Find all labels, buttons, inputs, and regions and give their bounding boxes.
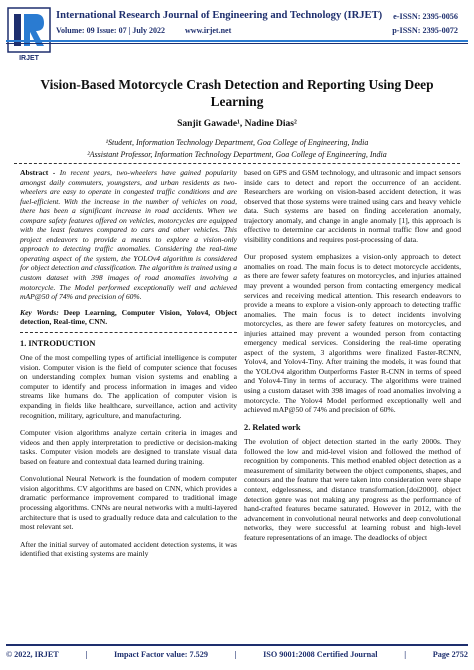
- footer-sep-2: |: [234, 650, 237, 659]
- section-separator: [14, 163, 460, 164]
- intro-paragraph-4: After the initial survey of automated accident detection systems, it was identified that existing systems are mainly: [20, 539, 237, 559]
- footer-impact-factor: Impact Factor value: 7.529: [113, 650, 208, 659]
- header-rule-thin: [6, 43, 468, 44]
- abstract-rule: [20, 332, 237, 333]
- journal-header: [0, 0, 474, 64]
- logo-text: IRJET: [19, 55, 39, 62]
- related-work-paragraph: The evolution of object detection started in the early 2000s. They followed the low and mid-level vision and followed the method of recognition by components. This method enabled object detection as a measurement of similarity between the object components, shapes, and contours and the feature that were taken into consideration were shape context, edgelessness, and distance transformation.[doi2000]. object detection genre was not making any progress as the performance of hand-crafted features became saturated. However in 2012, with the advancement in convolutional neural networks and deep convolutional networks, they were successful at learning robust and high-level feature representations of an image. The deadlocks of object: [244, 437, 461, 542]
- keywords-text: Deep Learning, Computer Vision, Yolov4, Object detection, Real-time, CNN.: [20, 307, 237, 327]
- footer-sep-3: |: [404, 650, 407, 659]
- abstract-lead: Abstract -: [20, 168, 56, 177]
- affiliation-1: ¹Student, Information Technology Department, Goa College of Engineering, India: [105, 138, 369, 147]
- journal-website[interactable]: www.irjet.net: [185, 26, 232, 35]
- footer-copyright: © 2022, IRJET: [6, 650, 59, 659]
- paper-title: Vision-Based Motorcycle Crash Detection and Reporting Using Deep Learning: [40, 77, 434, 109]
- keywords-lead: Key Words:: [20, 307, 59, 317]
- journal-title: International Research Journal of Engineering and Technology (IRJET): [56, 10, 383, 21]
- affiliation-2: ²Assistant Professor, Information Technology Department, Goa College of Engineering, India: [87, 150, 387, 159]
- volume-issue: Volume: 09 Issue: 07 | July 2022: [56, 26, 166, 35]
- intro-paragraph-1: One of the most compelling types of artificial intelligence is computer vision. Computer vision is the field of computer science that focuses on understanding complex human vision systems and enabling a computer to identify and process information in images and video streams like humans do. The application of computer vision is expanding in fields like healthcare, surveillance, action and activity recognition, military, agriculture, and manufacturing.: [20, 353, 237, 420]
- right-column: [244, 168, 461, 550]
- footer-iso: ISO 9001:2008 Certified Journal: [263, 650, 378, 659]
- footer-text: [6, 650, 468, 659]
- footer-sep-1: |: [85, 650, 88, 659]
- journal-meta: [56, 26, 249, 35]
- abstract-text: In recent years, two-wheelers have gained popularity amongst daily commuters, youngsters, and urban residents as two-wheelers are easy to operate in congested traffic conditions and are fuel-efficient. With the increase in the number of vehicles on road, there has been a significant increase in road accidents. When we compare safety features offered on vehicles, motorcycles are equipped with the least features compared to cars and other vehicles. This project endeavors to provide a means to explore a vision-only approach to detecting traffic anomalies. Considering the real-time operating aspect of the system, the YOLOv4 algorithm is considered for object detection and classification. The algorithm is trained using a custom dataset with 398 images of road anomalies involving a motorcycle. The Model performed exceptionally well and achieved mAP@50 of 74% and precision of 60%.: [20, 168, 237, 302]
- paper-authors: Sanjit Gawade¹, Nadine Dias²: [177, 119, 297, 129]
- abstract: [20, 168, 237, 302]
- left-column: [20, 168, 237, 567]
- intro-paragraph-3: Convolutional Neural Network is the foundation of modern computer vision algorithms. CV algorithms are based on CNN, which provides a dramatic performance improvement compared to traditional image processing algorithms. CNNs are neural networks with a multi-layered architecture that is used to gradually reduce data and calculation to the most relevant set.: [20, 474, 237, 532]
- intro-paragraph-2: Computer vision algorithms analyze certain criteria in images and videos and then apply interpretation to predictive or decision-making tasks. Computer vision models are designed to translate visual data based on feature and contextual data learned during training.: [20, 428, 237, 466]
- right-paragraph-2: Our proposed system emphasizes a vision-only approach to detect anomalies on road. The main focus is to detect motorcycle accidents, as there are fewer safety features on motorcycles, and injuries attained may prevent a wounded person from contacting emergency medical services and receiving medical attention. This research endeavors to provide a means to explore a vision-only approach to detecting traffic anomalies. The main focus is to detect incidents involving motorcycles, as there are fewer safety features on motorcycles, and injuries attained may prevent a wounded person from contacting emergency medical services. Considering the real-time operating aspect of the system, 3 algorithms were finalized Faster-RCNN, Yolov4, and Yolov4-Tiny. After training the models, it was found that the YOLOv4 algorithm Outperforms Faster R-CNN in terms of speed and Yolov4-Tiny in terms of accuracy. The algorithms were trained using a custom dataset with 398 images of road anomalies involving a motorcycle. The Yolov4 Model performed exceptionally well and achieved mAP@50 of 74% and precision of 60%.: [244, 252, 461, 415]
- introduction-heading: 1. INTRODUCTION: [20, 338, 96, 348]
- related-work-heading: 2. Related work: [244, 422, 301, 432]
- keywords: [20, 308, 237, 327]
- header-rule: [6, 40, 468, 42]
- footer-page: Page 2752: [432, 650, 468, 659]
- p-issn: p-ISSN: 2395-0072: [392, 26, 458, 35]
- footer-rule: [6, 644, 468, 646]
- e-issn: e-ISSN: 2395-0056: [393, 12, 458, 21]
- irjet-logo: [6, 6, 52, 62]
- right-paragraph-1: based on GPS and GSM technology, and ultrasonic and impact sensors inside cars to detect and report the occurrence of an accident. Researchers are working on vision-based accident detection, it was observed that those systems were trained using cars and heavy vehicle data. Such systems are based on finding acceleration anomaly, trajectory anomaly, and change in angle anomaly [1], this approach is effective to determine car accidents in normal traffic flow and good visibility conditions and requires post-processing of data.: [244, 168, 461, 244]
